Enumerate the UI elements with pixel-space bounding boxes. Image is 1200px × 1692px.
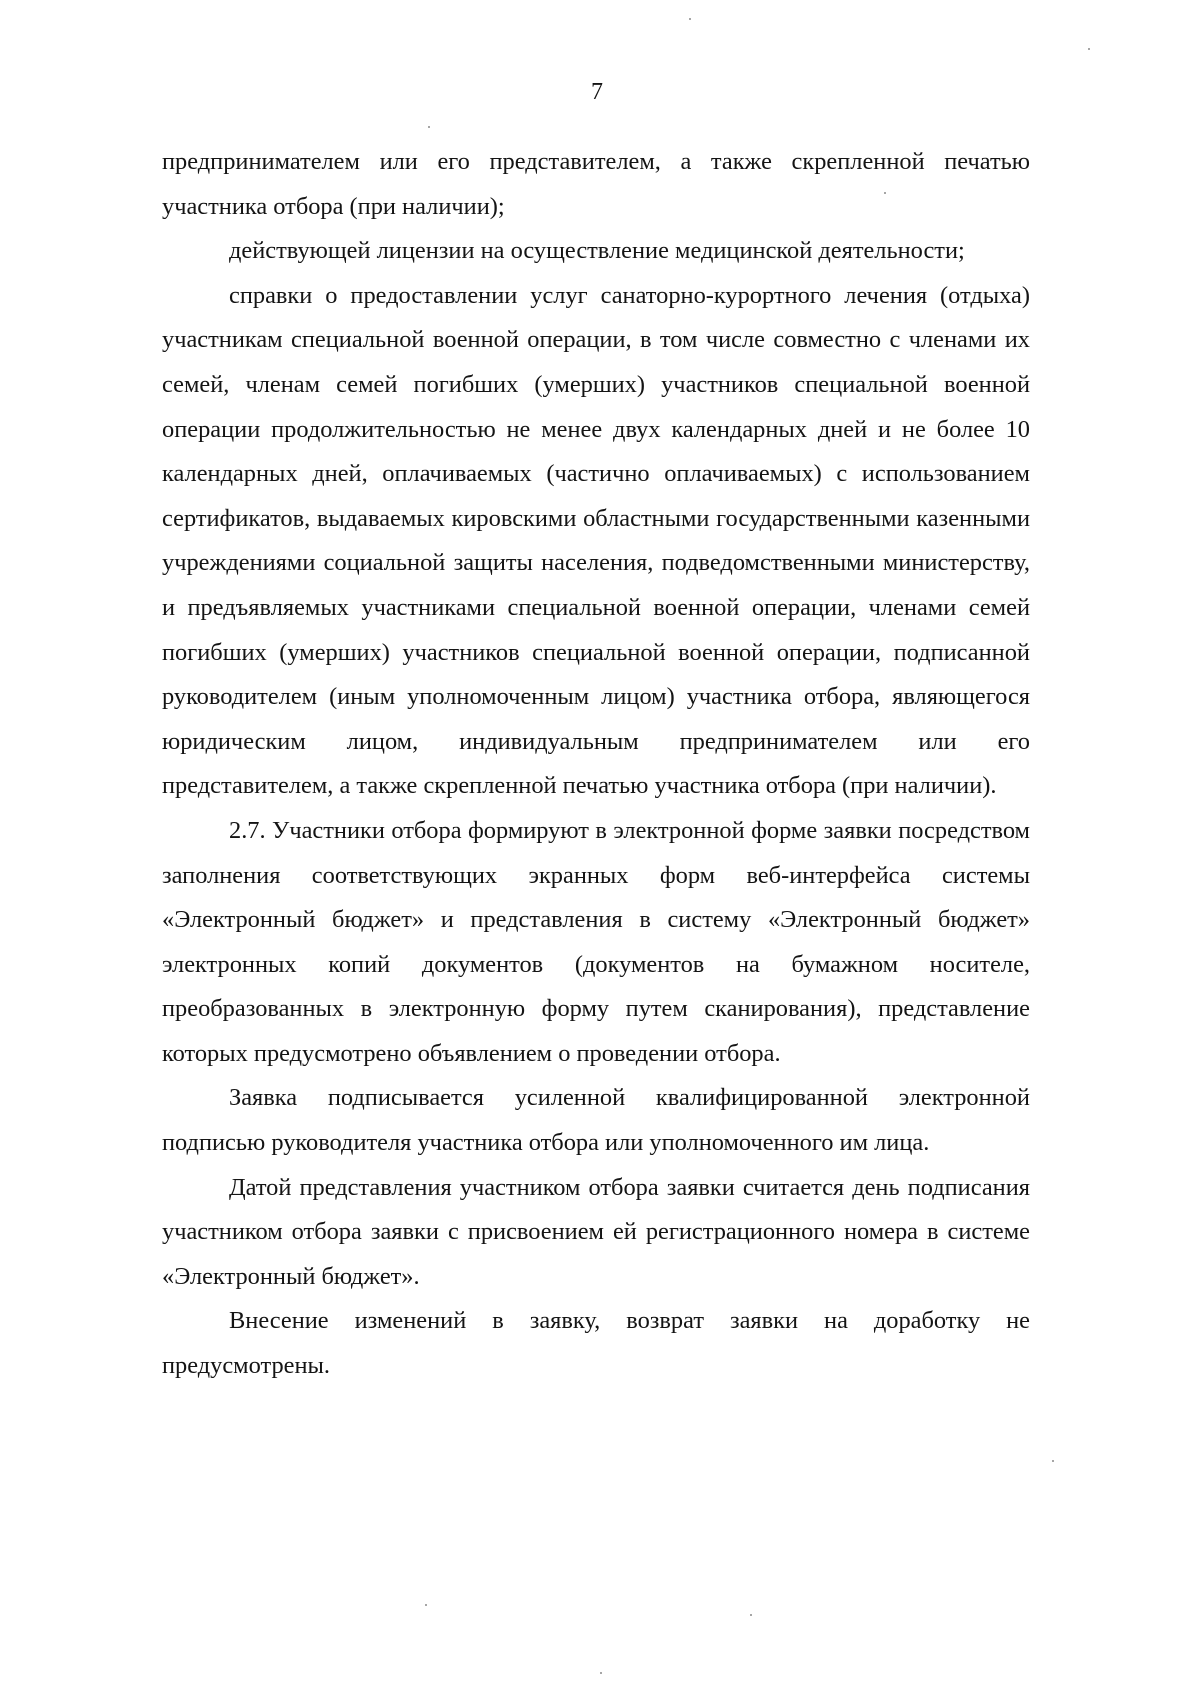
paragraph-license: действующей лицензии на осуществление медицинской деятельности;: [229, 237, 965, 265]
page-number: 7: [591, 79, 603, 105]
paragraph-submission-date: Датой представления участником отбора заявки считается день подписания участником отбора заявки с присвоением ей регистрационного номера в системе «Электронный бюджет».: [162, 1173, 1030, 1290]
scan-speck: [689, 18, 691, 20]
scan-speck: [1052, 1460, 1054, 1462]
scan-speck: [1088, 48, 1090, 50]
document-body: [162, 140, 1030, 1389]
scan-speck: [750, 1614, 752, 1616]
paragraph-signature: Заявка подписывается усиленной квалифицированной электронной подписью руководителя участника отбора или уполномоченного им лица.: [162, 1084, 1030, 1157]
paragraph-certificate: справки о предоставлении услуг санаторно-курортного лечения (отдыха) участникам специальной военной операции, в том числе совместно с членами их семей, членам семей погибших (умерших) участников специальной военной операции продолжительностью не менее двух календарных дней и не более 10 календарных дней, оплачиваемых (частично оплачиваемых) с использованием сертификатов, выдаваемых кировскими областными государственными казенными учреждениями социальной защиты населения, подведомственными министерству, и предъявляемых участниками специальной военной операции, членами семей погибших (умерших) участников специальной военной операции, подписанной руководителем (иным уполномоченным лицом) участника отбора, являющегося юридическим лицом, индивидуальным предпринимателем или его представителем, а также скрепленной печатью участника отбора (при наличии).: [162, 281, 1030, 800]
paragraph-continuation: предпринимателем или его представителем, а также скрепленной печатью участника отбора (при наличии);: [162, 148, 1030, 220]
scan-speck: [428, 126, 430, 128]
scan-speck: [884, 192, 886, 194]
paragraph-section-2-7: 2.7. Участники отбора формируют в электронной форме заявки посредством заполнения соответствующих экранных форм веб-интерфейса системы «Электронный бюджет» и представления в систему «Электронный бюджет» электронных копий документов (документов на бумажном носителе, преобразованных в электронную форму путем сканирования), представление которых предусмотрено объявлением о проведении отбора.: [162, 816, 1030, 1067]
paragraph-no-changes: Внесение изменений в заявку, возврат заявки на доработку не предусмотрены.: [162, 1307, 1030, 1380]
scan-speck: [425, 1604, 427, 1606]
scan-speck: [600, 1672, 602, 1674]
